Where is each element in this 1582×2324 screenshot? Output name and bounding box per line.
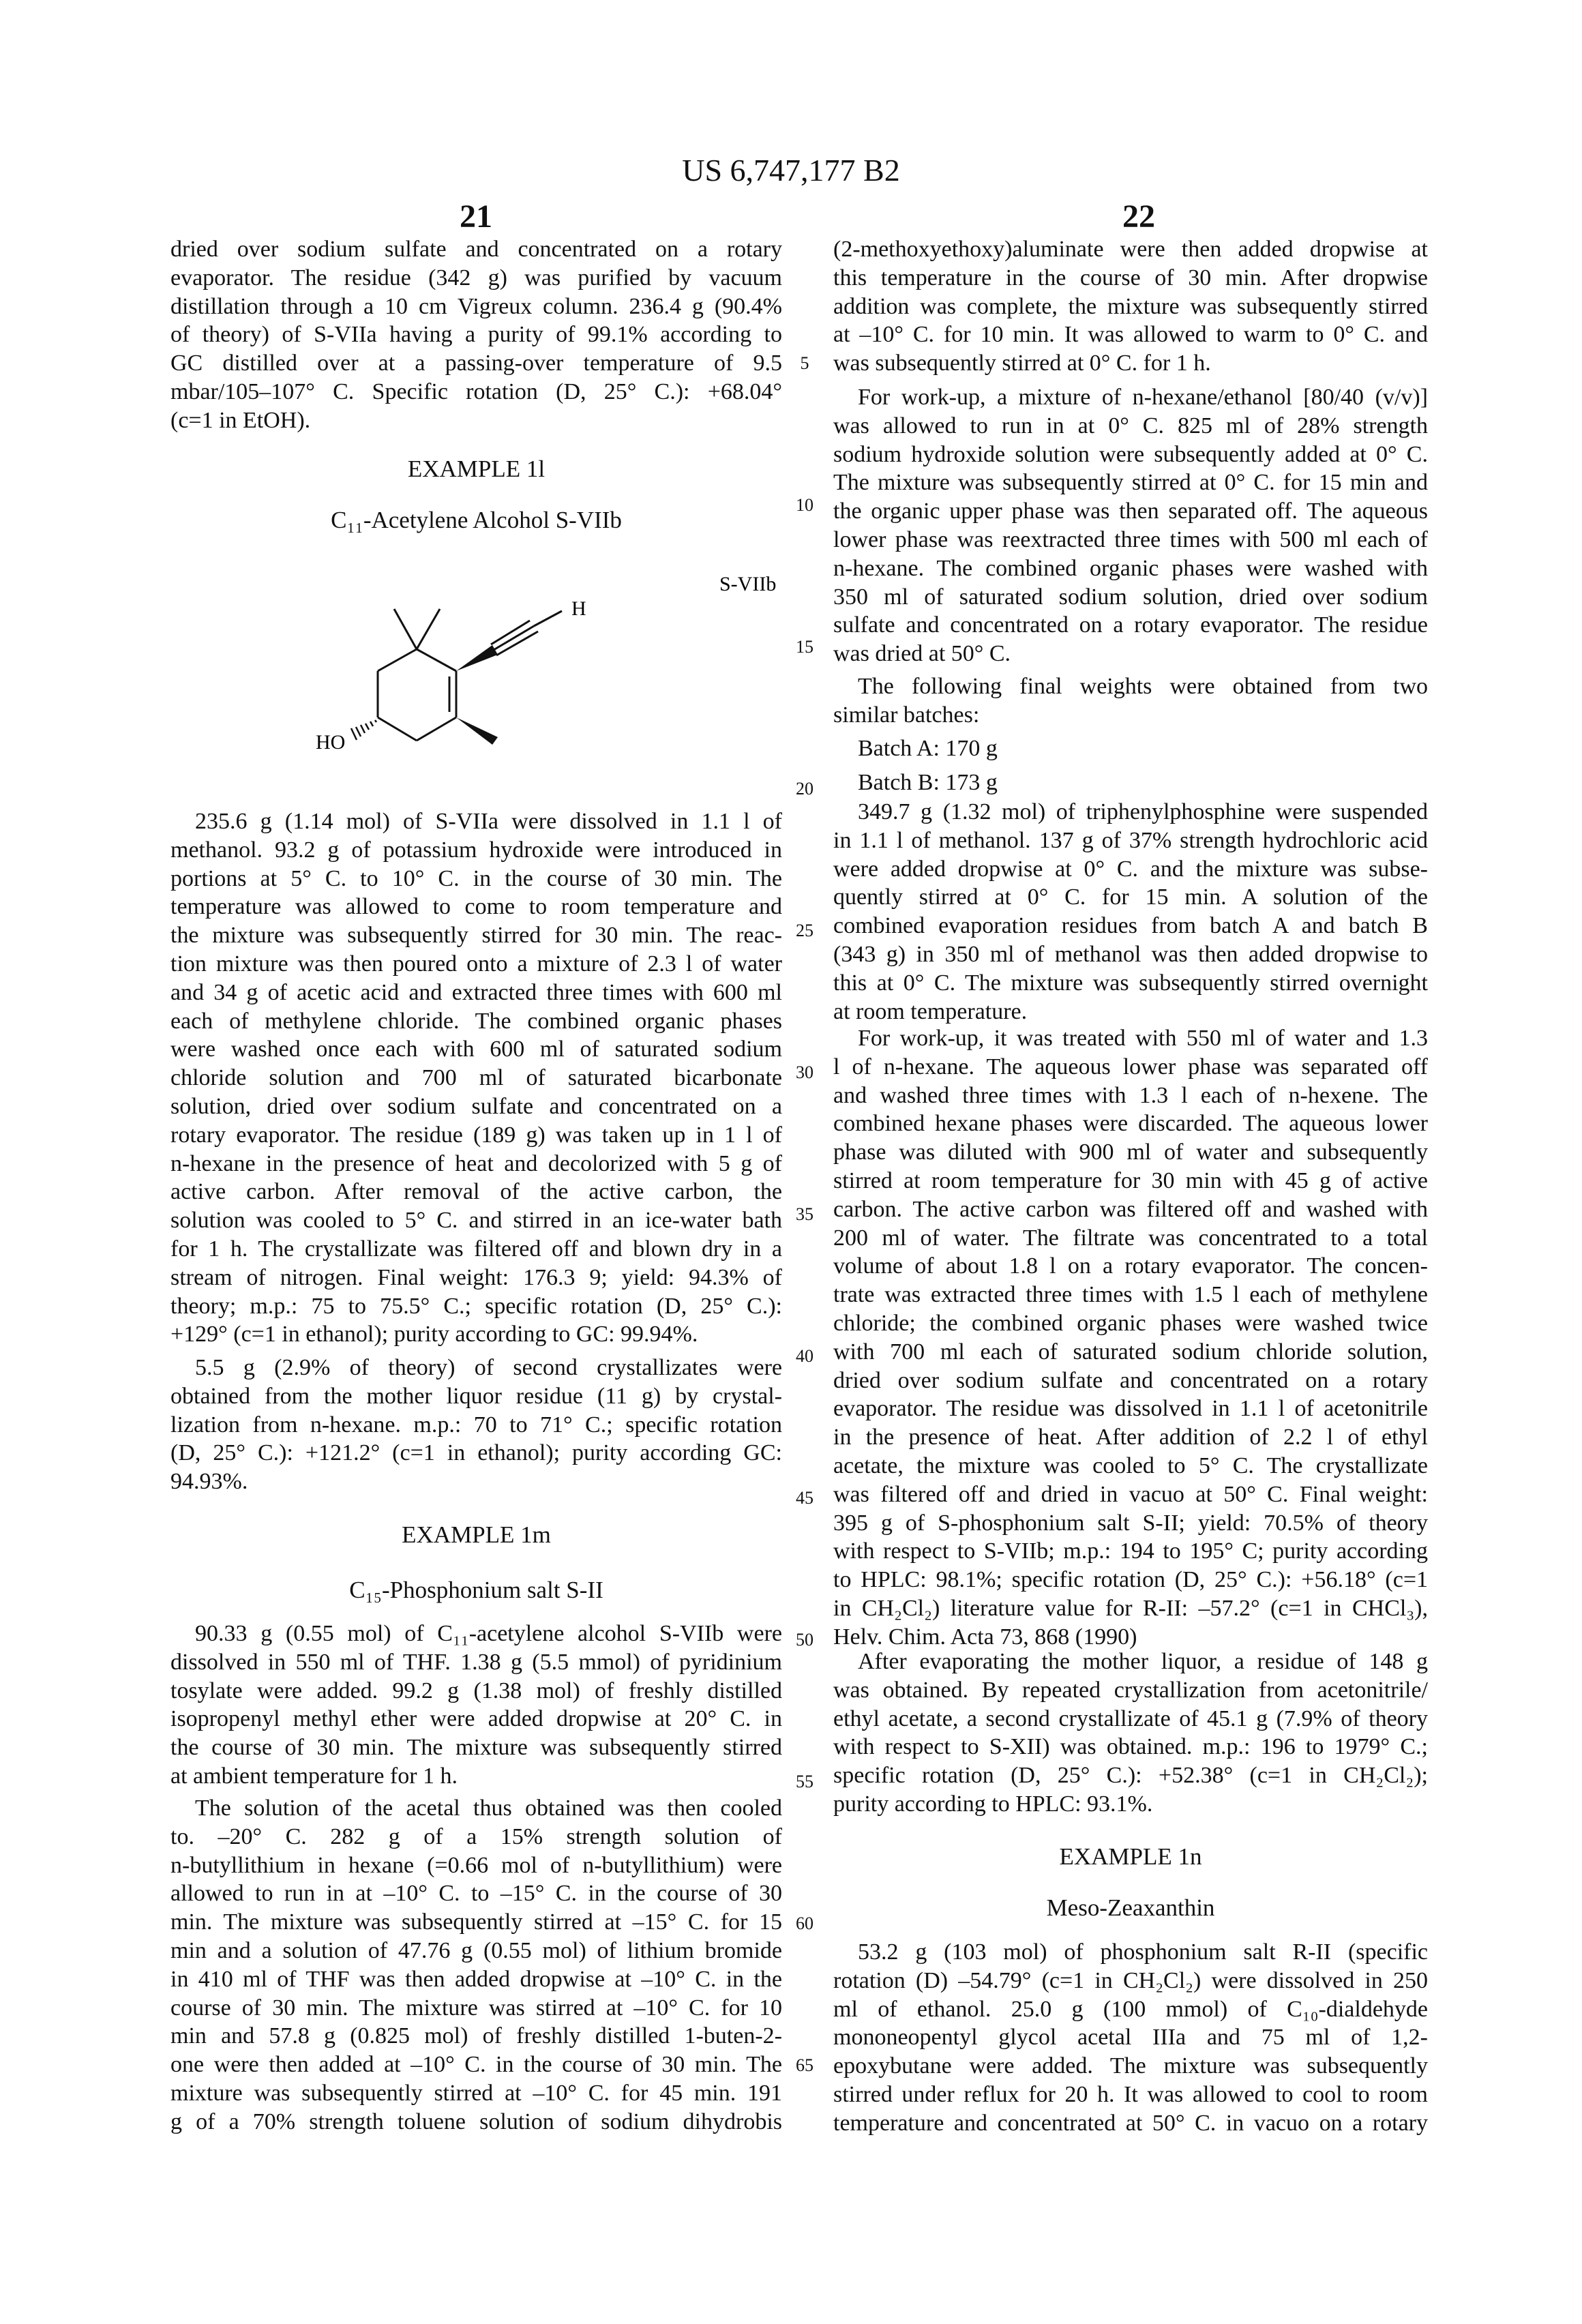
hashed-bond-oh (351, 720, 376, 740)
text-line: phase was diluted with 900 ml of water and subsequently (833, 1138, 1428, 1167)
margin-line-number: 10 (784, 495, 825, 516)
text-line: the mixture was subsequently stirred for 30 min. The reac- (170, 921, 782, 950)
text-line: specific rotation (D, 25° C.): +52.38° (c=1 in CH₂Cl₂); (833, 1761, 1428, 1790)
patent-number: US 6,747,177 B2 (0, 151, 1582, 190)
text-line: Batch B: 173 g (833, 769, 1428, 797)
margin-line-number: 35 (784, 1204, 825, 1225)
text-line: at –10° C. for 10 min. It was allowed to warm to 0° C. and (833, 321, 1428, 349)
text-line: l of n-hexane. The aqueous lower phase was separated off (833, 1053, 1428, 1082)
text-line: active carbon. After removal of the active carbon, the (170, 1178, 782, 1206)
compound-label: S-VIIb (719, 573, 776, 595)
text-line: GC distilled over at a passing-over temperature of 9.5 (170, 349, 782, 378)
text-line: The solution of the acetal thus obtained was then cooled (170, 1794, 782, 1823)
margin-line-number: 5 (784, 353, 825, 374)
text-line: n-butyllithium in hexane (=0.66 mol of n-butyllithium) were (170, 1851, 782, 1880)
text-line: at ambient temperature for 1 h. (170, 1762, 782, 1791)
paragraph (170, 1794, 782, 2136)
text-line: mixture was subsequently stirred at –10° C. for 45 min. 191 (170, 2079, 782, 2108)
text-line: (2-methoxyethoxy)aluminate were then added dropwise at (833, 235, 1428, 264)
text-line: g of a 70% strength toluene solution of sodium dihydrobis (170, 2108, 782, 2136)
chemical-structure-s-viib (0, 0, 1582, 818)
text-line: was allowed to run in at 0° C. 825 ml of 28% strength (833, 412, 1428, 441)
atom-label-h: H (571, 597, 586, 620)
text-line: epoxybutane were added. The mixture was subsequently (833, 2052, 1428, 2081)
text-line: trate was extracted three times with 1.5 l each of methylene (833, 1281, 1428, 1309)
text-line: were washed once each with 600 ml of saturated sodium (170, 1035, 782, 1064)
section-heading: C₁₅-Phosphonium salt S-II (170, 1576, 782, 1605)
paragraph (170, 807, 782, 1349)
text-line: this temperature in the course of 30 min. After dropwise (833, 264, 1428, 293)
text-line: course of 30 min. The mixture was stirred at –10° C. for 10 (170, 1994, 782, 2023)
text-line: After evaporating the mother liquor, a residue of 148 g (833, 1648, 1428, 1676)
text-line: purity according to HPLC: 93.1%. (833, 1790, 1428, 1819)
text-line: at room temperature. (833, 998, 1428, 1026)
text-line: carbon. The active carbon was filtered off and washed with (833, 1195, 1428, 1224)
text-line: rotary evaporator. The residue (189 g) was taken up in 1 l of (170, 1121, 782, 1150)
text-line: in CH₂Cl₂) literature value for R-II: –57.2° (c=1 in CHCl₃), (833, 1594, 1428, 1623)
text-line: obtained from the mother liquor residue (11 g) by crystal- (170, 1382, 782, 1411)
wedge-bond-methyl (456, 717, 498, 745)
text-line: (D, 25° C.): +121.2° (c=1 in ethanol); purity according GC: (170, 1439, 782, 1468)
text-line: methanol. 93.2 g of potassium hydroxide were introduced in (170, 836, 782, 865)
margin-line-number: 50 (784, 1630, 825, 1650)
paragraph (833, 1648, 1428, 1819)
text-line: stirred under reflux for 20 h. It was allowed to cool to room (833, 2081, 1428, 2109)
text-line: 395 g of S-phosphonium salt S-II; yield: 70.5% of theory (833, 1509, 1428, 1538)
text-line: The mixture was subsequently stirred at 0° C. for 15 min and (833, 468, 1428, 497)
text-line: the course of 30 min. The mixture was subsequently stirred (170, 1733, 782, 1762)
text-line: min. The mixture was subsequently stirred at –15° C. for 15 (170, 1908, 782, 1937)
text-line: in the presence of heat. After addition of 2.2 l of ethyl (833, 1423, 1428, 1452)
text-line: in 410 ml of THF was then added dropwise at –10° C. in the (170, 1965, 782, 1994)
text-line: ethyl acetate, a second crystallizate of 45.1 g (7.9% of theory (833, 1705, 1428, 1733)
text-line: isopropenyl methyl ether were added dropwise at 20° C. in (170, 1705, 782, 1733)
text-line: temperature was allowed to come to room temperature and (170, 893, 782, 921)
text-line: tosylate were added. 99.2 g (1.38 mol) of freshly distilled (170, 1677, 782, 1705)
text-line: 90.33 g (0.55 mol) of C₁₁-acetylene alcohol S-VIIb were (170, 1620, 782, 1648)
text-line: lization from n-hexane. m.p.: 70 to 71° C.; specific rotation (170, 1411, 782, 1440)
text-line: allowed to run in at –10° C. to –15° C. in the course of 30 (170, 1879, 782, 1908)
text-line: solution was cooled to 5° C. and stirred in an ice-water bath (170, 1206, 782, 1235)
ring-bonds (378, 609, 562, 741)
paragraph (833, 798, 1428, 1026)
text-line: was subsequently stirred at 0° C. for 1 h. (833, 349, 1428, 378)
text-line: and washed three times with 1.3 l each of n-hexene. The (833, 1082, 1428, 1110)
margin-line-number: 15 (784, 637, 825, 657)
text-line: 94.93%. (170, 1468, 782, 1496)
margin-line-number: 20 (784, 779, 825, 799)
text-line: +129° (c=1 in ethanol); purity according to GC: 99.94%. (170, 1320, 782, 1349)
text-line: similar batches: (833, 701, 1428, 730)
text-line: one were then added at –10° C. in the course of 30 min. The (170, 2051, 782, 2079)
text-line: quently stirred at 0° C. for 15 min. A solution of the (833, 883, 1428, 912)
text-line: this at 0° C. The mixture was subsequently stirred overnight (833, 969, 1428, 998)
text-line: sulfate and concentrated on a rotary evaporator. The residue (833, 611, 1428, 640)
text-line: 200 ml of water. The filtrate was concentrated to a total (833, 1224, 1428, 1253)
text-line: chloride solution and 700 ml of saturated bicarbonate (170, 1064, 782, 1092)
text-line: was filtered off and dried in vacuo at 50° C. Final weight: (833, 1480, 1428, 1509)
text-line: was dried at 50° C. (833, 640, 1428, 668)
text-line: stirred at room temperature for 30 min with 45 g of active (833, 1167, 1428, 1195)
margin-line-number: 45 (784, 1488, 825, 1508)
text-line: evaporator. The residue (342 g) was purified by vacuum (170, 264, 782, 293)
text-line: dried over sodium sulfate and concentrated on a rotary (833, 1367, 1428, 1395)
text-line: addition was complete, the mixture was subsequently stirred (833, 293, 1428, 321)
section-heading: EXAMPLE 1l (170, 455, 782, 483)
text-line: to. –20° C. 282 g of a 15% strength solution of (170, 1823, 782, 1851)
text-line: with 700 ml each of saturated sodium chloride solution, (833, 1338, 1428, 1367)
text-line: ml of ethanol. 25.0 g (100 mmol) of C₁₀-dialdehyde (833, 1995, 1428, 2024)
text-line: For work-up, a mixture of n-hexane/ethanol [80/40 (v/v)] (833, 383, 1428, 412)
text-line: (343 g) in 350 ml of methanol was then added dropwise to (833, 940, 1428, 969)
margin-line-number: 55 (784, 1772, 825, 1792)
text-line: of theory) of S-VIIa having a purity of 99.1% according to (170, 321, 782, 349)
section-heading: Meso-Zeaxanthin (833, 1894, 1428, 1922)
text-line: 5.5 g (2.9% of theory) of second crystallizates were (170, 1354, 782, 1382)
text-line: theory; m.p.: 75 to 75.5° C.; specific rotation (D, 25° C.): (170, 1292, 782, 1321)
text-line: For work-up, it was treated with 550 ml of water and 1.3 (833, 1024, 1428, 1053)
text-line: acetate, the mixture was cooled to 5° C. The crystallizate (833, 1452, 1428, 1480)
paragraph (833, 1024, 1428, 1652)
text-line: mbar/105–107° C. Specific rotation (D, 25° C.): +68.04° (170, 378, 782, 406)
text-line: to HPLC: 98.1%; specific rotation (D, 25° C.): +56.18° (c=1 (833, 1566, 1428, 1594)
text-line: distillation through a 10 cm Vigreux column. 236.4 g (90.4% (170, 293, 782, 321)
text-line: dissolved in 550 ml of THF. 1.38 g (5.5 mmol) of pyridinium (170, 1648, 782, 1677)
text-line: with respect to S-XII) was obtained. m.p.: 196 to 1979° C.; (833, 1733, 1428, 1761)
text-line: tion mixture was then poured onto a mixture of 2.3 l of water (170, 950, 782, 979)
text-line: chloride; the combined organic phases were washed twice (833, 1309, 1428, 1338)
margin-line-number: 60 (784, 1913, 825, 1934)
text-line: 350 ml of saturated sodium solution, dried over sodium (833, 583, 1428, 612)
text-line: stream of nitrogen. Final weight: 176.3 9; yield: 94.3% of (170, 1264, 782, 1292)
text-line: 349.7 g (1.32 mol) of triphenylphosphine were suspended (833, 798, 1428, 826)
section-heading: C₁₁-Acetylene Alcohol S-VIIb (170, 506, 782, 535)
text-line: portions at 5° C. to 10° C. in the course of 30 min. The (170, 865, 782, 893)
text-line: with respect to S-VIIb; m.p.: 194 to 195° C; purity according (833, 1537, 1428, 1566)
paragraph (170, 1620, 782, 1791)
atom-label-ho: HO (316, 731, 345, 754)
text-line: in 1.1 l of methanol. 137 g of 37% strength hydrochloric acid (833, 826, 1428, 855)
text-line: evaporator. The residue was dissolved in 1.1 l of acetonitrile (833, 1395, 1428, 1423)
margin-line-number: 30 (784, 1062, 825, 1083)
text-line: sodium hydroxide solution were subsequently added at 0° C. (833, 441, 1428, 469)
text-line: combined hexane phases were discarded. The aqueous lower (833, 1109, 1428, 1138)
text-line: dried over sodium sulfate and concentrated on a rotary (170, 235, 782, 264)
section-heading: EXAMPLE 1n (833, 1843, 1428, 1871)
text-line: mononeopentyl glycol acetal IIIa and 75 ml of 1,2- (833, 2023, 1428, 2052)
text-line: 53.2 g (103 mol) of phosphonium salt R-II (specific (833, 1938, 1428, 1967)
text-line: min and 57.8 g (0.825 mol) of freshly distilled 1-buten-2- (170, 2022, 782, 2051)
margin-line-number: 65 (784, 2055, 825, 2076)
text-line: n-hexane in the presence of heat and decolorized with 5 g of (170, 1150, 782, 1178)
section-heading: EXAMPLE 1m (170, 1521, 782, 1549)
text-line: each of methylene chloride. The combined organic phases (170, 1007, 782, 1036)
margin-line-number: 25 (784, 921, 825, 941)
text-line: were added dropwise at 0° C. and the mixture was subse- (833, 855, 1428, 884)
text-line: solution, dried over sodium sulfate and concentrated on a (170, 1092, 782, 1121)
text-line: 235.6 g (1.14 mol) of S-VIIa were dissolved in 1.1 l of (170, 807, 782, 836)
text-line: The following final weights were obtained from two (833, 672, 1428, 701)
page-number-left: 21 (408, 198, 544, 236)
text-line: for 1 h. The crystallizate was filtered off and blown dry in a (170, 1235, 782, 1264)
text-line: was obtained. By repeated crystallization from acetonitrile/ (833, 1676, 1428, 1705)
text-line: (c=1 in EtOH). (170, 406, 782, 435)
text-line: combined evaporation residues from batch A and batch B (833, 912, 1428, 940)
text-line: n-hexane. The combined organic phases were washed with (833, 554, 1428, 583)
text-line: Helv. Chim. Acta 73, 868 (1990) (833, 1623, 1428, 1652)
wedge-bond-alkyne (456, 645, 498, 671)
text-line: the organic upper phase was then separated off. The aqueous (833, 497, 1428, 526)
text-line: Batch A: 170 g (833, 734, 1428, 763)
text-line: and 34 g of acetic acid and extracted three times with 600 ml (170, 979, 782, 1007)
paragraph (170, 1354, 782, 1496)
text-line: volume of about 1.8 l on a rotary evaporator. The concen- (833, 1252, 1428, 1281)
text-line: lower phase was reextracted three times with 500 ml each of (833, 526, 1428, 554)
paragraph (833, 1938, 1428, 2138)
text-line: min and a solution of 47.76 g (0.55 mol) of lithium bromide (170, 1937, 782, 1965)
margin-line-number: 40 (784, 1346, 825, 1367)
text-line: rotation (D) –54.79° (c=1 in CH₂Cl₂) were dissolved in 250 (833, 1967, 1428, 1995)
text-line: temperature and concentrated at 50° C. in vacuo on a rotary (833, 2109, 1428, 2138)
page-number-right: 22 (1071, 198, 1207, 236)
